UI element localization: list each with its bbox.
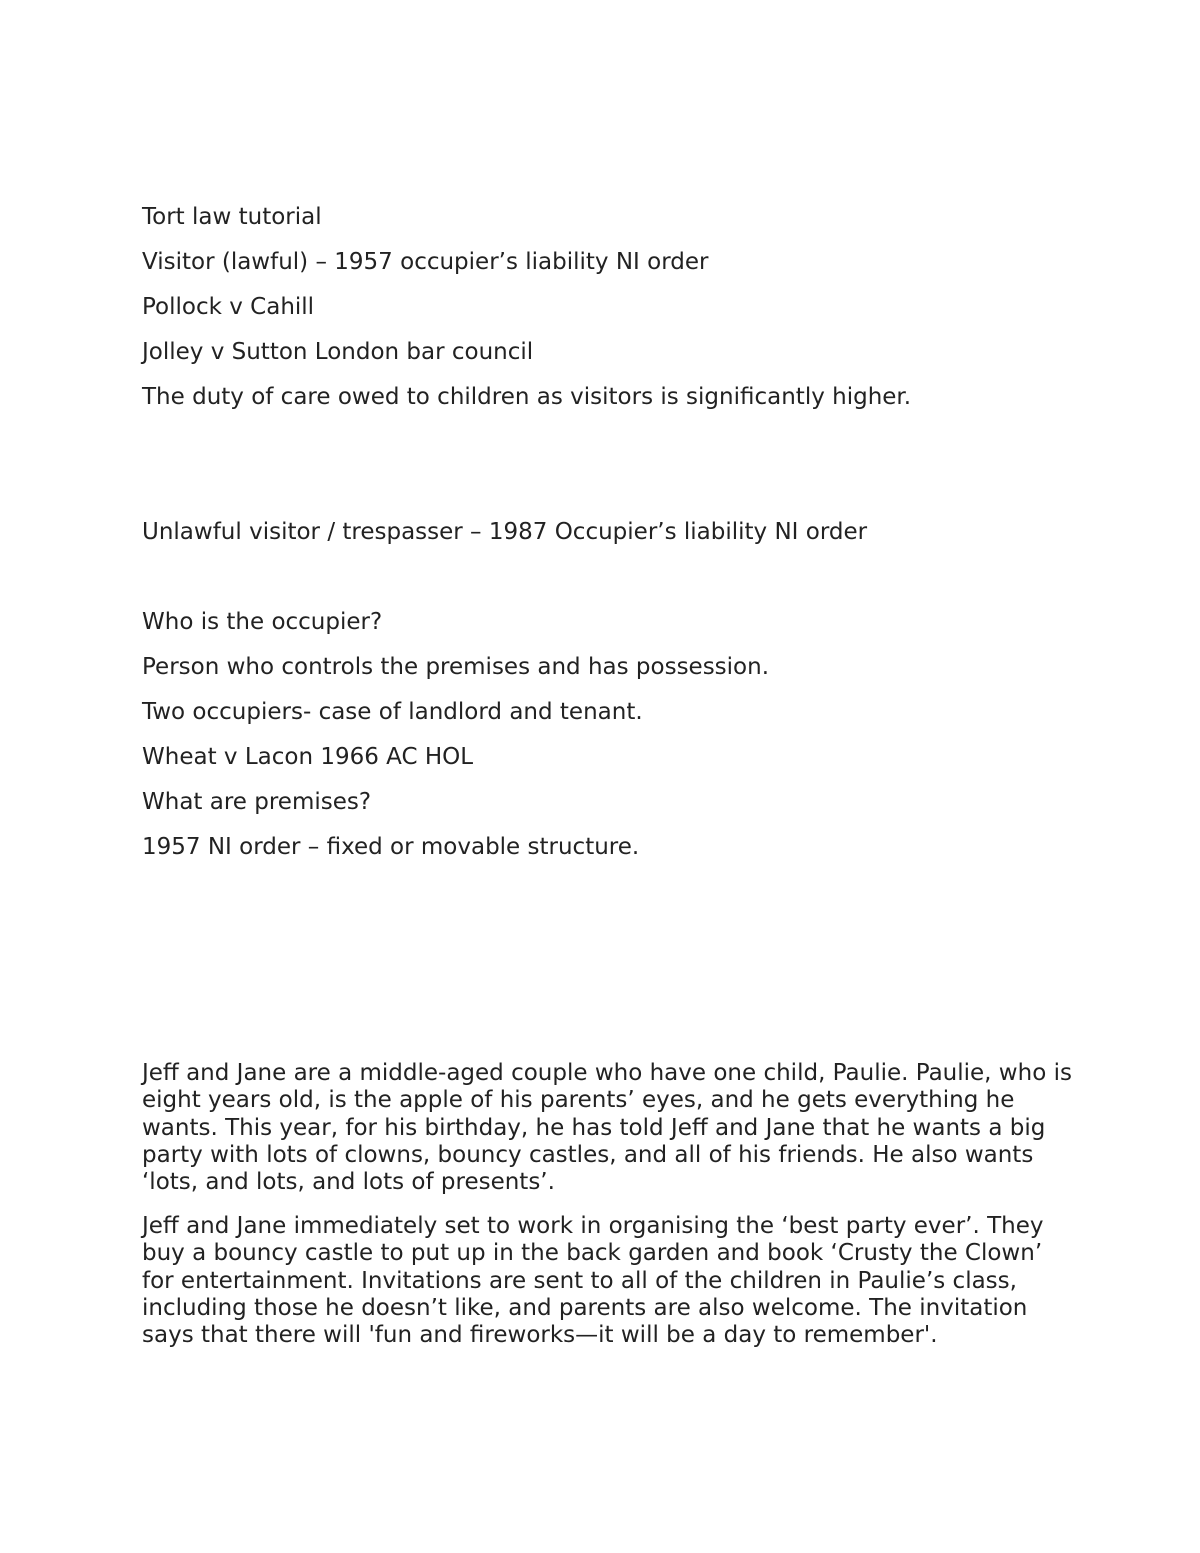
- note-occupier-definition: Person who controls the premises and has possession.: [142, 654, 770, 680]
- note-two-occupiers: Two occupiers- case of landlord and tenant.: [142, 699, 643, 725]
- note-unlawful-visitor: Unlawful visitor / trespasser – 1987 Occupier’s liability NI order: [142, 519, 868, 545]
- note-case-wheat: Wheat v Lacon 1966 AC HOL: [142, 744, 474, 770]
- note-case-jolley: Jolley v Sutton London bar council: [142, 339, 534, 365]
- note-children-duty: The duty of care owed to children as visitors is significantly higher.: [142, 384, 912, 410]
- document-title: Tort law tutorial: [142, 204, 322, 230]
- scenario-paragraph-1: Jeff and Jane are a middle-aged couple who have one child, Paulie. Paulie, who is eight years old, is the apple of his parents’ eyes, and he gets everything he wants. This year, for his birthday, he has told Jeff and Jane that he wants a big party with lots of clowns, bouncy castles, and all of his friends. He also wants ‘lots, and lots, and lots of presents’.: [142, 1060, 1072, 1196]
- note-premises-question: What are premises?: [142, 789, 372, 815]
- scenario-paragraph-2: Jeff and Jane immediately set to work in organising the ‘best party ever’. They buy a bouncy castle to put up in the back garden and book ‘Crusty the Clown’ for entertainment. Invitations are sent to all of the children in Paulie’s class, including those he doesn’t like, and parents are also welcome. The invitation says that there will 'fun and fireworks—it will be a day to remember'.: [142, 1213, 1044, 1349]
- note-occupier-question: Who is the occupier?: [142, 609, 383, 635]
- note-case-pollock: Pollock v Cahill: [142, 294, 315, 320]
- note-lawful-visitor: Visitor (lawful) – 1957 occupier’s liability NI order: [142, 249, 709, 275]
- note-premises-definition: 1957 NI order – fixed or movable structure.: [142, 834, 640, 860]
